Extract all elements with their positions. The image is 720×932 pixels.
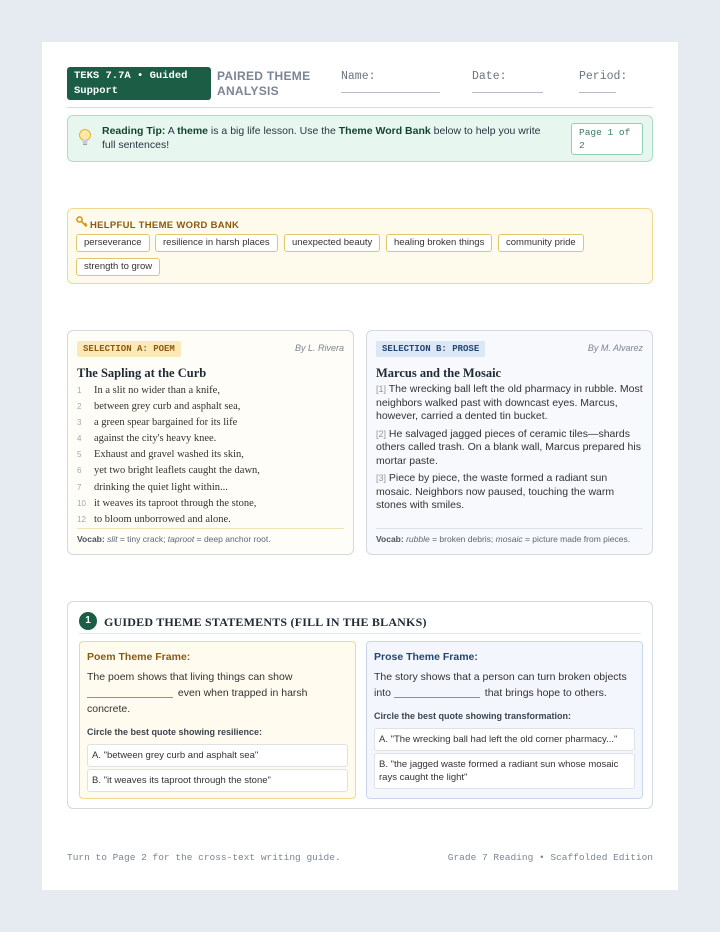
fill-in-blank[interactable] xyxy=(394,697,480,698)
prose-frame-title: Prose Theme Frame: xyxy=(374,651,478,663)
prose-paragraph: [3] Piece by piece, the waste formed a radiant sun mosaic. Neighbors now paused, touching the warm stones with smiles. xyxy=(376,472,615,511)
footer-edition: Grade 7 Reading • Scaffolded Edition xyxy=(447,852,653,863)
poem-line: 12 to bloom unborrowed and alone. xyxy=(77,513,231,525)
word-chip[interactable]: unexpected beauty xyxy=(284,234,380,252)
prose-paragraphs xyxy=(376,383,644,517)
poem-line: 1 In a slit no wider than a knife, xyxy=(77,385,220,396)
word-chip[interactable]: perseverance xyxy=(76,234,150,252)
vocab-divider xyxy=(376,528,643,529)
teks-badge: TEKS 7.7A • Guided Support xyxy=(67,67,211,100)
prose-paragraph: [1] The wrecking ball left the old pharmacy in rubble. Most neighbors walked past with downcast eyes. Marcus, however, carried a dented tin bucket. xyxy=(376,383,643,422)
poem-frame-sentence: The poem shows that living things can show even when trapped in harsh concrete. xyxy=(87,671,308,715)
prose-paragraph: [2] He salvaged jagged pieces of ceramic tiles—shards others called trash. On a blank wall, Marcus prepared his mortar paste. xyxy=(376,427,641,467)
selection-b-tag: SELECTION B: PROSE xyxy=(376,341,485,357)
section-divider xyxy=(79,633,641,634)
poem-line: 10 it weaves its taproot through the stone, xyxy=(77,497,257,509)
word-bank-title: HELPFUL THEME WORD BANK xyxy=(90,220,240,231)
prose-quote-option-a[interactable]: A. "The wrecking ball had left the old corner pharmacy..." xyxy=(374,728,635,751)
vocab-divider xyxy=(77,528,344,529)
worksheet-page xyxy=(42,42,678,890)
poem-line: 6 yet two bright leaflets caught the dawn, xyxy=(77,465,260,477)
header-divider xyxy=(67,107,653,108)
word-bank xyxy=(67,208,653,284)
poem-line: 3 a green spear bargained for its life xyxy=(77,417,238,429)
tip-text: Reading Tip: A theme is a big life lesson. Use the Theme Word Bank below to help you write full sentences! xyxy=(102,125,541,151)
selection-b-card xyxy=(366,330,653,555)
name-label: Name: xyxy=(341,70,376,83)
fill-in-blank[interactable] xyxy=(87,697,173,698)
word-chip[interactable]: resilience in harsh places xyxy=(155,234,278,252)
date-label: Date: xyxy=(472,70,507,83)
footer-next-page-note: Turn to Page 2 for the cross-text writing guide. xyxy=(67,852,341,863)
selection-a-author: By L. Rivera xyxy=(294,343,344,353)
date-field[interactable] xyxy=(472,92,543,93)
poem-lines xyxy=(77,383,342,528)
period-field[interactable] xyxy=(579,92,616,93)
poem-line: 5 Exhaust and gravel washed its skin, xyxy=(77,449,244,461)
period-label: Period: xyxy=(579,70,628,83)
guided-theme-section xyxy=(67,601,653,809)
poem-quote-option-b[interactable]: B. "it weaves its taproot through the stone" xyxy=(87,769,348,792)
selection-a-vocab: Vocab: slit = tiny crack; taproot = deep anchor root. xyxy=(77,534,271,544)
poem-line: 7 drinking the quiet light within... xyxy=(77,481,228,493)
prose-theme-frame xyxy=(366,641,643,799)
poem-quote-option-a[interactable]: A. "between grey curb and asphalt sea" xyxy=(87,744,348,767)
prose-quote-option-b[interactable]: B. "the jagged waste formed a radiant sun whose mosaic rays caught the light" xyxy=(374,753,635,789)
selection-b-author: By M. Alvarez xyxy=(587,343,643,353)
page-title: PAIRED THEME ANALYSIS xyxy=(217,69,311,98)
guided-section-title: GUIDED THEME STATEMENTS (FILL IN THE BLANKS) xyxy=(104,615,427,629)
name-field[interactable] xyxy=(341,92,440,93)
selection-a-title: The Sapling at the Curb xyxy=(77,366,207,380)
page-indicator: Page 1 of 2 xyxy=(571,123,643,155)
selection-a-card xyxy=(67,330,354,555)
word-chip[interactable]: healing broken things xyxy=(386,234,492,252)
poem-line: 4 against the city's heavy knee. xyxy=(77,433,217,445)
prose-circle-instruction: Circle the best quote showing transformation: xyxy=(374,711,572,721)
selection-b-title: Marcus and the Mosaic xyxy=(376,366,502,380)
word-chip[interactable]: strength to grow xyxy=(76,258,160,276)
lightbulb-icon xyxy=(78,128,92,148)
word-chip[interactable]: community pride xyxy=(498,234,584,252)
selection-b-vocab: Vocab: rubble = broken debris; mosaic = picture made from pieces. xyxy=(376,534,631,544)
poem-circle-instruction: Circle the best quote showing resilience: xyxy=(87,727,263,737)
reading-tip xyxy=(67,115,653,162)
prose-frame-sentence: The story shows that a person can turn broken objects into that brings hope to others. xyxy=(374,671,627,699)
poem-line: 2 between grey curb and asphalt sea, xyxy=(77,401,241,413)
section-number-badge: 1 xyxy=(79,612,97,630)
selection-a-tag: SELECTION A: POEM xyxy=(77,341,181,357)
key-icon xyxy=(76,216,90,231)
poem-frame-title: Poem Theme Frame: xyxy=(87,651,191,663)
poem-theme-frame xyxy=(79,641,356,799)
